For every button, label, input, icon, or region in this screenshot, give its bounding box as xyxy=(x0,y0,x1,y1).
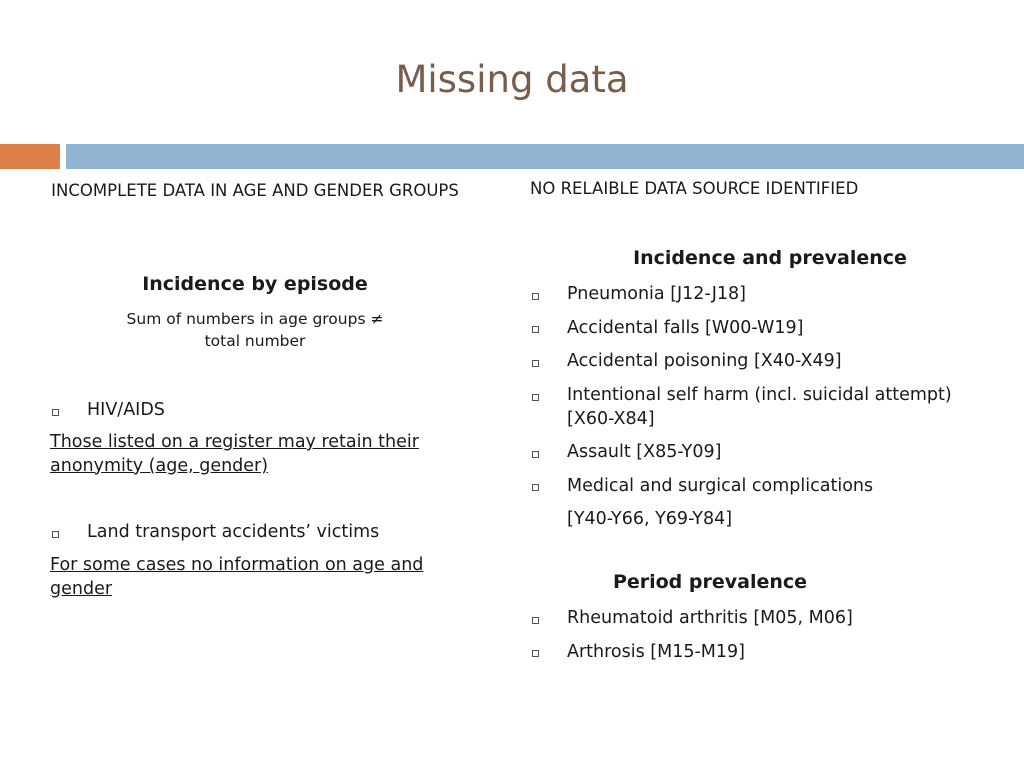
right-list1 xyxy=(530,283,990,532)
left-note xyxy=(50,309,460,352)
accent-bar-orange xyxy=(0,144,60,169)
bullet-text: Rheumatoid arthritis [M05, M06] xyxy=(567,608,853,628)
list-item xyxy=(530,317,990,341)
square-bullet-icon xyxy=(532,650,539,657)
list-item xyxy=(530,350,990,374)
square-bullet-icon xyxy=(532,293,539,300)
bullet-text: Accidental falls [W00-W19] xyxy=(567,317,804,338)
bullet-text: Intentional self harm (incl. suicidal attempt) [X60-X84] xyxy=(567,384,952,429)
bullet-text: Accidental poisoning [X40-X49] xyxy=(567,351,842,372)
left-bullet-hiv xyxy=(50,399,460,423)
square-bullet-icon xyxy=(532,360,539,367)
bullet-text: Land transport accidents’ victims xyxy=(87,522,380,542)
list-item xyxy=(50,521,460,545)
bullet-text: Assault [X85-Y09] xyxy=(567,442,722,463)
left-column-header: INCOMPLETE DATA IN AGE AND GENDER GROUPS xyxy=(51,181,459,200)
bullet-continuation: [Y40-Y66, Y69-Y84] xyxy=(567,509,733,530)
list-item xyxy=(530,384,990,431)
square-bullet-icon xyxy=(52,409,59,416)
accent-bar-blue xyxy=(66,144,1024,169)
list-item xyxy=(530,641,990,665)
list-item xyxy=(530,607,990,631)
right-subhead2-text: Period prevalence xyxy=(612,571,808,593)
list-item xyxy=(530,283,990,307)
list-item xyxy=(50,399,460,423)
left-subhead-text: Incidence by episode xyxy=(142,273,368,295)
square-bullet-icon xyxy=(532,617,539,624)
left-note-line1: Sum of numbers in age groups ≠ xyxy=(126,310,384,328)
list-item xyxy=(530,441,990,465)
bullet-text: Arthrosis [M15-M19] xyxy=(567,641,745,662)
square-bullet-icon xyxy=(532,484,539,491)
right-subhead1 xyxy=(530,246,1010,271)
bullet-text: HIV/AIDS xyxy=(87,400,165,420)
square-bullet-icon xyxy=(532,451,539,458)
left-bullet-transport-note: For some cases no information on age and gender xyxy=(50,555,424,599)
right-column-header: NO RELAIBLE DATA SOURCE IDENTIFIED xyxy=(530,179,859,198)
left-bullet-transport xyxy=(50,521,460,545)
right-subhead2 xyxy=(530,570,890,595)
left-bullet-hiv-note: Those listed on a register may retain their anonymity (age, gender) xyxy=(50,432,419,476)
square-bullet-icon xyxy=(532,326,539,333)
right-list2 xyxy=(530,607,990,664)
bullet-text: Pneumonia [J12-J18] xyxy=(567,284,746,304)
bullet-text: Medical and surgical complications xyxy=(567,475,874,496)
list-item xyxy=(530,475,990,499)
left-note-line2: total number xyxy=(204,331,306,350)
left-subhead xyxy=(50,272,460,297)
square-bullet-icon xyxy=(52,531,59,538)
slide-title: Missing data xyxy=(395,58,629,101)
right-subhead1-text: Incidence and prevalence xyxy=(633,247,907,269)
square-bullet-icon xyxy=(532,394,539,401)
